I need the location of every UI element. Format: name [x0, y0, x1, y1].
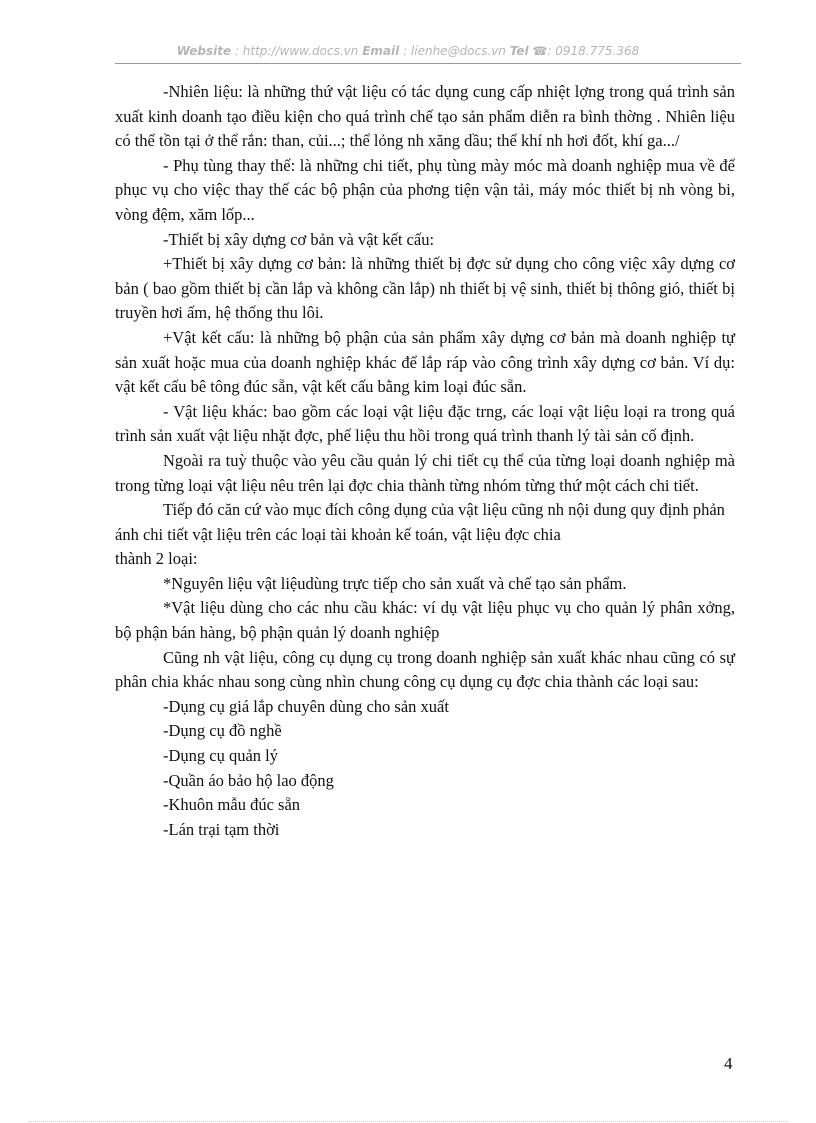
- paragraph-classification: Tiếp đó căn cứ vào mục đích công dụng của vật liệu cũng nh nội dung quy định phản ánh chi tiết vật liệu trên các loại tài khoản kế toán, vật liệu đợc chia: [115, 500, 725, 544]
- tel-value: ☎: 0918.775.368: [532, 44, 640, 58]
- paragraph-direct-materials: *Nguyên liệu vật liệudùng trực tiếp cho sản xuất và chế tạo sản phẩm.: [163, 573, 627, 593]
- tel-label: Tel: [509, 44, 529, 58]
- list-item: -Dụng cụ giá lắp chuyên dùng cho sản xuất: [163, 696, 449, 716]
- page-header: [0, 44, 816, 58]
- paragraph-two-types: thành 2 loại:: [115, 549, 198, 569]
- website-value: : http://www.docs.vn: [234, 44, 359, 58]
- page-number: 4: [724, 1054, 733, 1073]
- tool-list: [115, 695, 735, 843]
- paragraph-structural-materials: +Vật kết cấu: là những bộ phận của sản phẩm xây dựng cơ bản mà doanh nghiệp tự sản xuất hoặc mua của doanh nghiệp khác để lắp ráp vào công trình xây dựng cơ bản. Ví dụ: vật kết cấu bê tông đúc sẵn, vật kết cấu bằng kim loại đúc sẵn.: [115, 327, 735, 397]
- paragraph-spare-parts: - Phụ tùng thay thế: là những chi tiết, phụ tùng mày móc mà doanh nghiệp mua về để phục vụ cho việc thay thế các bộ phận của phơng tiện vận tải, máy móc thiết bị nh vòng bi, vòng đệm, xăm lốp...: [115, 155, 735, 224]
- list-item: -Lán trại tạm thời: [163, 819, 280, 839]
- footer-divider: [28, 1121, 788, 1122]
- header-divider: [115, 63, 741, 64]
- email-label: Email: [362, 44, 400, 58]
- list-item: -Quần áo bảo hộ lao động: [163, 770, 334, 790]
- list-item: -Dụng cụ đồ nghề: [163, 721, 282, 741]
- paragraph-construction-equipment: +Thiết bị xây dựng cơ bản: là những thiết bị đợc sử dụng cho công việc xây dựng cơ bản ( bao gồm thiết bị cần lắp và không cần lắp) nh thiết bị vệ sinh, thiết bị thông gió, thiết bị truyền hơi ấm, hệ thống thu lôi.: [115, 254, 735, 323]
- paragraph-other-materials: - Vật liệu khác: bao gồm các loại vật liệu đặc trng, các loại vật liệu loại ra trong quá trình sản xuất vật liệu nhặt đợc, phế liệu thu hồi trong quá trình thanh lý tài sản cố định.: [115, 401, 735, 446]
- website-label: Website: [176, 44, 232, 58]
- paragraph-other-needs: *Vật liệu dùng cho các nhu cầu khác: ví dụ vật liệu phục vụ cho quản lý phân xởng, bộ phận bán hàng, bộ phận quản lý doanh nghiệp: [115, 598, 735, 643]
- email-value: : lienhe@docs.vn: [403, 44, 506, 58]
- paragraph-fuel: -Nhiên liệu: là những thứ vật liệu có tác dụng cung cấp nhiệt lợng trong quá trình sản xuất kinh doanh tạo điều kiện cho quá trình chế tạo sản phẩm diễn ra bình thờng . Nhiên liệu có thể tồn tại ở thể rắn: than, củi...; thể lỏng nh xăng dầu; thể khí nh hơi đốt, khí ga.../: [115, 82, 735, 151]
- list-item: -Dụng cụ quản lý: [163, 746, 279, 766]
- document-body: [115, 80, 735, 842]
- list-item: -Khuôn mẫu đúc sẵn: [163, 795, 301, 815]
- paragraph-tools-intro: Cũng nh vật liệu, công cụ dụng cụ trong doanh nghiệp sản xuất khác nhau cũng có sự phân chia khác nhau song cùng nhìn chung công cụ dụng cụ đợc chia thành các loại sau:: [115, 647, 735, 692]
- paragraph-equipment-heading: -Thiết bị xây dựng cơ bản và vật kết cấu:: [163, 229, 435, 249]
- paragraph-management-detail: Ngoài ra tuỳ thuộc vào yêu cầu quản lý chi tiết cụ thể của từng loại doanh nghiệp mà trong từng loại vật liệu nêu trên lại đợc chia thành từng nhóm từng thứ một cách chi tiết.: [115, 450, 735, 495]
